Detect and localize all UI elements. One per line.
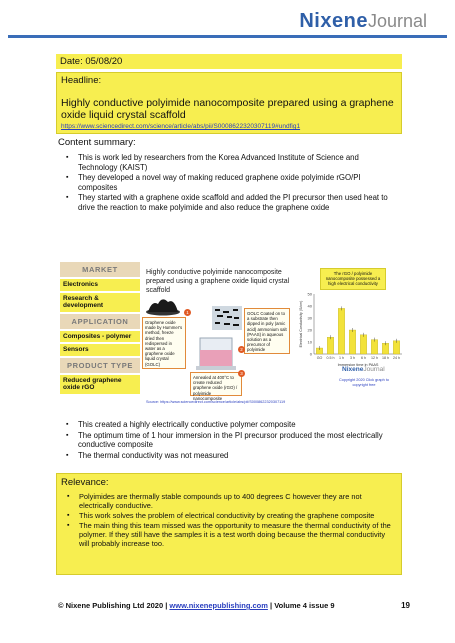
footer-copyright: © Nixene Publishing Ltd 2020	[58, 601, 164, 610]
list-item: ▪ This is work led by researchers from the Korea Advanced Institute of Science and Technology (KAIST)	[66, 153, 398, 172]
page-footer	[58, 601, 410, 610]
footer-website-link[interactable]: www.nixenepublishing.com	[169, 601, 268, 610]
summary-label: Content summary:	[58, 137, 136, 148]
relevance-list	[67, 492, 397, 548]
y-tick-label: 20	[307, 327, 312, 333]
graphene-powder-icon	[144, 294, 182, 316]
date-bar: Date: 05/08/20	[56, 54, 402, 69]
x-tick-label: 12 h	[371, 356, 378, 360]
footer-separator: |	[267, 601, 275, 610]
list-item: ▪ The thermal conductivity was not measured	[66, 451, 398, 461]
y-axis-label: Electrical Conductivity (S/cm)	[299, 300, 303, 348]
figure-source[interactable]: Source: https://www.sciencedirect.com/science/article/abs/pii/S0008622320307119	[146, 400, 286, 404]
x-tick-label: GO	[316, 356, 323, 360]
results-list	[66, 420, 398, 461]
header-rule	[8, 35, 447, 38]
step2-marker: 2	[238, 346, 245, 353]
step2-text: GOLC Coated on to a substrate then dipped in poly (amic acid) ammonium salt (PAAS) in aqueous solution as a precursor of polyimide	[244, 308, 290, 354]
brand-name-light: Journal	[367, 11, 427, 31]
y-tick-label: 40	[307, 303, 312, 309]
list-item: ▪ They developed a novel way of making reduced graphene oxide polyimide rGO/PI composites	[66, 173, 398, 192]
headline-title: Highly conductive polyimide nanocomposite prepared using a graphene oxide liquid crystal scaffold	[61, 97, 394, 121]
coated-substrate-icon	[212, 306, 242, 330]
sidebar-item-electronics: Electronics	[60, 279, 140, 291]
sidebar-head-product-type: PRODUCT TYPE	[60, 358, 140, 373]
footer-separator: |	[163, 601, 170, 610]
sidebar-item-sensors: Sensors	[60, 344, 140, 356]
x-tick-label: 24 h	[393, 356, 400, 360]
headline-box	[56, 72, 402, 134]
x-tick-label: 18 h	[382, 356, 389, 360]
list-item: ▪ This work solves the problem of electrical conductivity by creating the graphene composite	[67, 511, 397, 520]
figure-brand-light: Journal	[363, 366, 385, 373]
infographic-sidebar	[60, 262, 140, 410]
sidebar-head-market: MARKET	[60, 262, 140, 277]
list-item: ▪ The optimum time of 1 hour immersion in the PI precursor produced the most electrically conductive composite	[66, 431, 398, 450]
chart-bar	[371, 340, 378, 354]
journal-brand	[299, 10, 427, 33]
figure-title: Highly conductive polyimide nanocomposite prepared using a graphene oxide liquid crystal scaffold	[146, 269, 290, 294]
y-tick-label: 10	[307, 339, 312, 345]
beaker-icon	[196, 334, 236, 370]
x-tick-label: 6 h	[361, 356, 366, 360]
y-tick-label: 0	[309, 351, 312, 357]
y-tick-label: 30	[307, 315, 312, 321]
sidebar-head-application: APPLICATION	[60, 314, 140, 329]
list-item: ▪ They started with a graphene oxide scaffold and added the PI precursor then used heat to drive the reaction to make polyimide and also reduce the graphene oxide	[66, 193, 398, 212]
page-number: 19	[401, 601, 410, 610]
y-tick-label: 50	[307, 291, 312, 297]
figure-brand-bold: Nixene	[342, 366, 364, 373]
list-item: ▪ Polyimides are thermally stable compounds up to 400 degrees C however they are not electrically conductive.	[67, 492, 397, 510]
step1-marker: 1	[184, 309, 191, 316]
headline-link[interactable]: https://www.sciencedirect.com/science/article/abs/pii/S0008622320307119#undfig1	[61, 123, 301, 130]
step3-marker: 3	[238, 370, 245, 377]
relevance-label: Relevance:	[61, 477, 109, 488]
brand-name-bold: Nixene	[299, 10, 368, 32]
summary-list	[66, 153, 398, 213]
chart-bar	[349, 330, 356, 354]
x-axis-label: Immersion time in PAAS	[337, 363, 379, 367]
x-tick-label: 0.5 h	[326, 356, 335, 360]
step3-text: Annealed at 400°C to create reduced graphene oxide (rGO) / polyimide nanocomposite	[190, 372, 242, 396]
step1-text: Graphene oxide made by Hummer's method, freeze dried then redispersed in water as a graphene oxide liquid crystal (GOLC)	[142, 317, 186, 369]
sidebar-item-composites: Composites - polymer	[60, 331, 140, 343]
figure-brand	[342, 366, 385, 373]
conductivity-bar-chart	[298, 290, 404, 368]
x-tick-label: 3 h	[350, 356, 355, 360]
chart-bar	[338, 308, 345, 354]
relevance-box	[56, 473, 402, 575]
list-item: ▪ The main thing this team missed was the opportunity to measure the thermal conductivity of the polymer. If they still have the samples it is a test worth doing because the thermal conductivity will probably increase too.	[67, 521, 397, 548]
list-item: ▪ This created a highly electrically conductive polymer composite	[66, 420, 398, 430]
footer-volume: Volume 4 issue 9	[274, 601, 335, 610]
figure-copyright: Copyright 2020 Click graph to copyright free	[338, 378, 390, 387]
sidebar-item-research: Research & development	[60, 293, 140, 312]
conductivity-callout: The rGO / polyimide nanocomposite possessed a high electrical conductivity	[320, 268, 386, 290]
x-tick-label: 1 h	[339, 356, 344, 360]
chart-bar	[327, 337, 334, 354]
headline-label: Headline:	[61, 75, 102, 86]
infographic-figure	[142, 262, 404, 410]
chart-bar	[360, 335, 367, 354]
sidebar-item-rgo: Reduced graphene oxide rGO	[60, 375, 140, 394]
